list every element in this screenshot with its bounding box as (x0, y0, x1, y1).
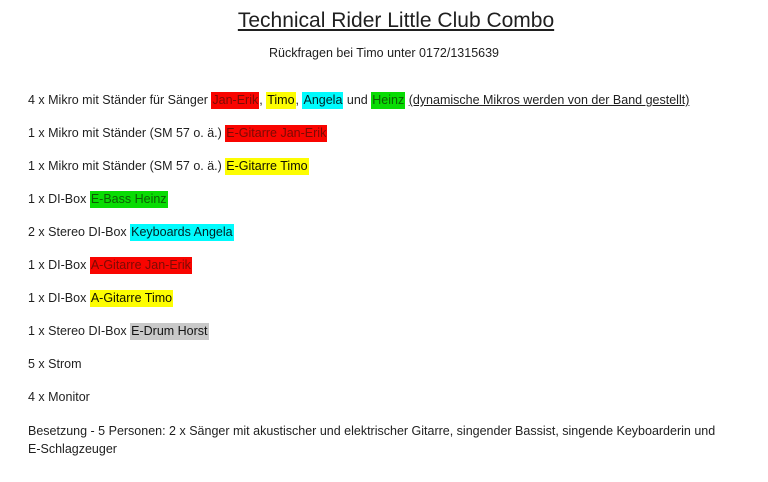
rider-line (28, 191, 768, 209)
rider-line (28, 323, 768, 341)
highlight-red: A-Gitarre Jan-Erik (90, 258, 191, 272)
highlight-yellow: Timo (267, 93, 295, 107)
document-title-text: Technical Rider Little Club Combo (237, 9, 555, 32)
text-segment: 1 x Mikro mit Ständer (SM 57 o. ä.) (28, 126, 226, 140)
text-segment: 1 x Mikro mit Ständer (SM 57 o. ä.) (28, 159, 226, 173)
text-segment: 1 x Stereo DI-Box (28, 324, 131, 338)
rider-line (28, 158, 768, 176)
text-segment: 1 x DI-Box (28, 258, 90, 272)
text-segment: 1 x DI-Box (28, 291, 90, 305)
highlight-green: E-Bass Heinz (90, 192, 167, 206)
underlined-note: (dynamische Mikros werden von der Band gestellt) (408, 93, 690, 107)
text-segment: , (295, 93, 303, 107)
rider-line (28, 125, 768, 143)
rider-line (28, 257, 768, 275)
rider-line (28, 356, 768, 374)
highlight-gray: E-Drum Horst (131, 324, 208, 338)
contact-line: Rückfragen bei Timo unter 0172/1315639 (268, 46, 500, 60)
highlight-yellow: E-Gitarre Timo (226, 159, 308, 173)
text-segment: 5 x Strom (28, 357, 82, 371)
highlight-cyan: Angela (303, 93, 343, 107)
text-segment: und (343, 93, 372, 107)
text-segment: 2 x Stereo DI-Box (28, 225, 131, 239)
text-segment: 4 x Monitor (28, 390, 90, 404)
rider-line (28, 389, 768, 407)
text-segment: 1 x DI-Box (28, 192, 90, 206)
rider-lines (0, 92, 768, 407)
rider-line (28, 290, 768, 308)
rider-line (28, 92, 768, 110)
highlight-yellow: A-Gitarre Timo (90, 291, 173, 305)
highlight-red: E-Gitarre Jan-Erik (226, 126, 327, 140)
text-segment: , (259, 93, 267, 107)
highlight-red: Jan-Erik (212, 93, 259, 107)
highlight-cyan: Keyboards Angela (131, 225, 233, 239)
besetzung-paragraph: Besetzung - 5 Personen: 2 x Sänger mit akustischer und elektrischer Gitarre, singender Bassist, singende Keyboarderin und E-Schlagzeuger (28, 424, 716, 456)
highlight-green: Heinz (372, 93, 405, 107)
rider-line (28, 224, 768, 242)
text-segment: 4 x Mikro mit Ständer für Sänger (28, 93, 212, 107)
document-title (12, 0, 768, 33)
